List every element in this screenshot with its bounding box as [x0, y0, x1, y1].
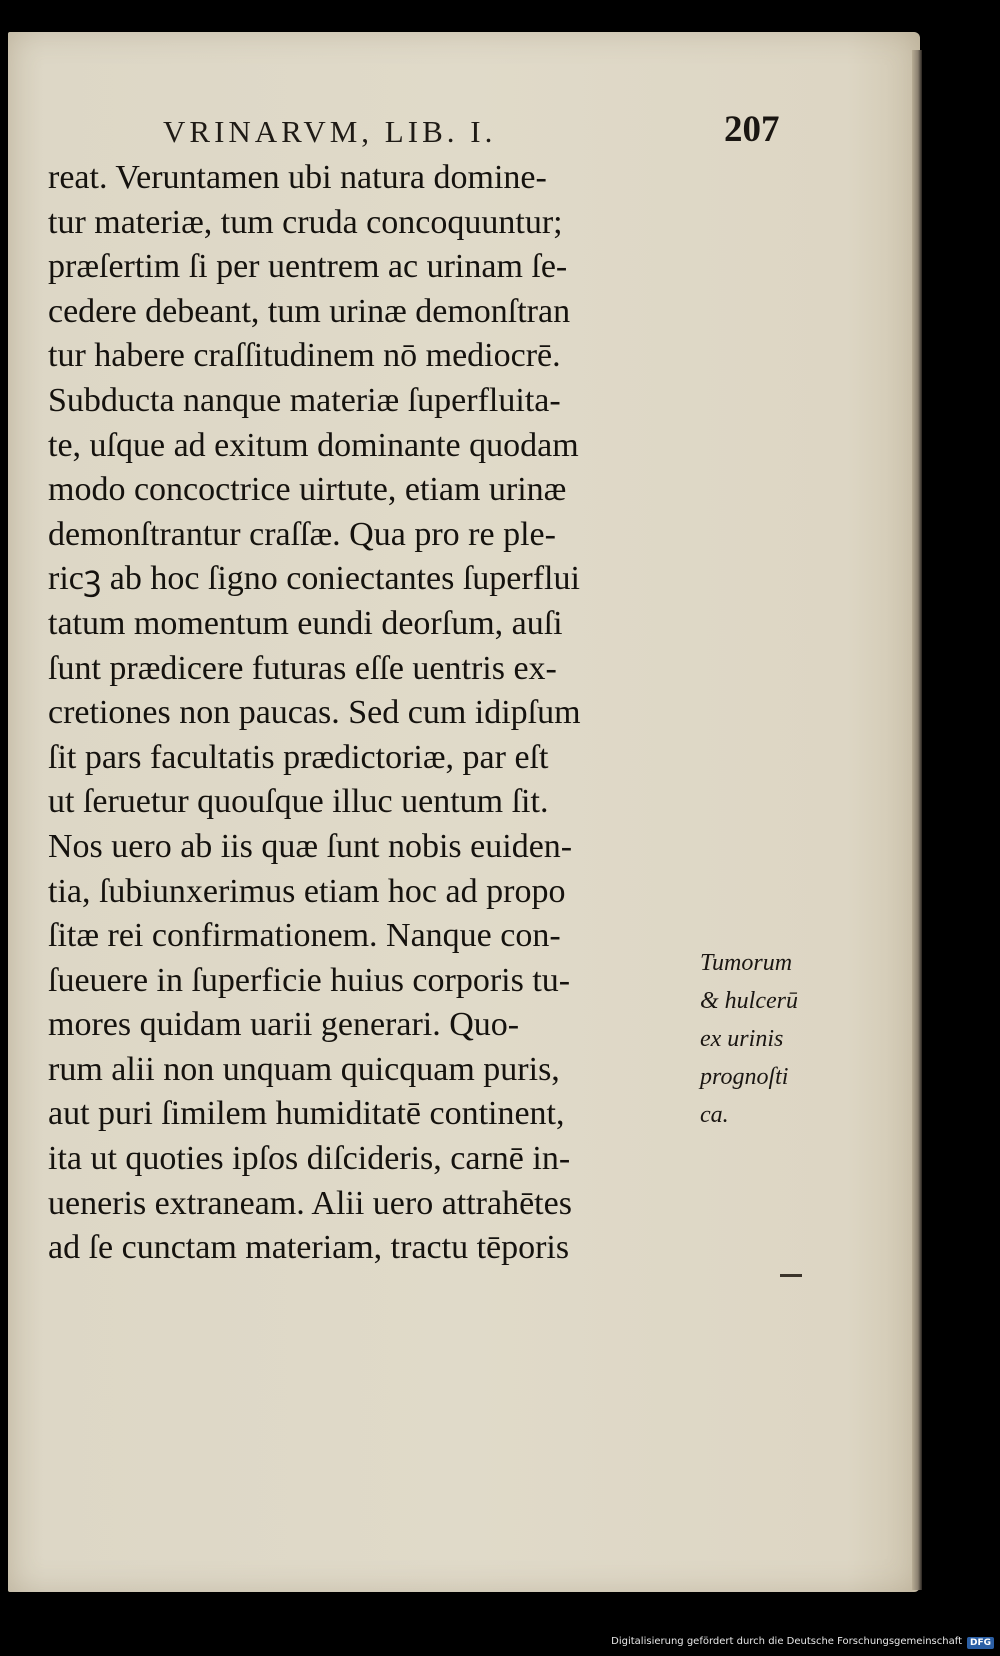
text-line: mores quidam uarii generari. Quo- [48, 1006, 520, 1044]
text-line: ſunt prædicere futuras eſſe uentris ex- [48, 649, 557, 687]
text-line: reat. Veruntamen ubi natura domine- [48, 159, 547, 196]
text-line: te, uſque ad exitum dominante quodam [48, 426, 579, 464]
marginal-note-line: Tumorum [700, 950, 793, 976]
body-text [48, 156, 728, 1271]
margin-dash [780, 1274, 802, 1277]
running-head: VRINARVM, LIB. I. [163, 114, 497, 149]
text-line: Subducta nanque materiæ ſuperfluita- [48, 381, 561, 419]
text-line: ita ut quoties ipſos diſcideris, carnē in- [48, 1140, 571, 1178]
text-line: demonſtrantur craſſæ. Qua pro re ple- [48, 515, 556, 553]
text-line: cretiones non paucas. Sed cum idipſum [48, 694, 581, 732]
text-line: ueneris extraneam. Alii uero attrahētes [48, 1184, 572, 1222]
funding-credit: Digitalisierung gefördert durch die Deutsche Forschungsgemeinschaft [611, 1636, 962, 1647]
text-line: ricꝫ ab hoc ſigno coniectantes ſuperflui [48, 560, 580, 598]
text-line: tatum momentum eundi deorſum, auſi [48, 604, 563, 642]
marginal-note-line: prognoſti [700, 1064, 789, 1090]
text-line: ut ſeruetur quouſque illuc uentum ſit. [48, 783, 549, 821]
text-line: Nos uero ab iis quæ ſunt nobis euiden- [48, 827, 573, 865]
text-line: tia, ſubiunxerimus etiam hoc ad propo [48, 872, 566, 910]
text-line: cedere debeant, tum urinæ demonſtran [48, 292, 571, 330]
page-number: 207 [724, 109, 780, 150]
text-line: ſit pars facultatis prædictoriæ, par eſt [48, 738, 549, 776]
marginal-note-line: ca. [700, 1102, 729, 1128]
marginal-note-line: ex urinis [700, 1026, 784, 1052]
text-line: ad ſe cunctam materiam, tractu tēporis [48, 1229, 570, 1267]
text-line: aut puri ſimilem humiditatē continent, [48, 1095, 565, 1133]
text-line: tur materiæ, tum cruda concoquuntur; [48, 203, 563, 241]
dfg-logo: DFG [967, 1637, 994, 1649]
marginal-note-line: & hulcerū [700, 988, 798, 1014]
text-line: ſueuere in ſuperficie huius corporis tu- [48, 961, 571, 999]
text-line: præſertim ſi per uentrem ac urinam ſe- [48, 248, 568, 286]
marginal-note [700, 944, 860, 1134]
footer-bar [0, 1626, 1000, 1656]
text-line: rum alii non unquam quicquam puris, [48, 1050, 560, 1088]
text-line: ſitæ rei confirmationem. Nanque con- [48, 917, 561, 955]
text-line: modo concoctrice uirtute, etiam urinæ [48, 471, 567, 509]
text-line: tur habere craſſitudinem nō mediocrē. [48, 337, 561, 375]
page-edge [912, 50, 922, 1590]
